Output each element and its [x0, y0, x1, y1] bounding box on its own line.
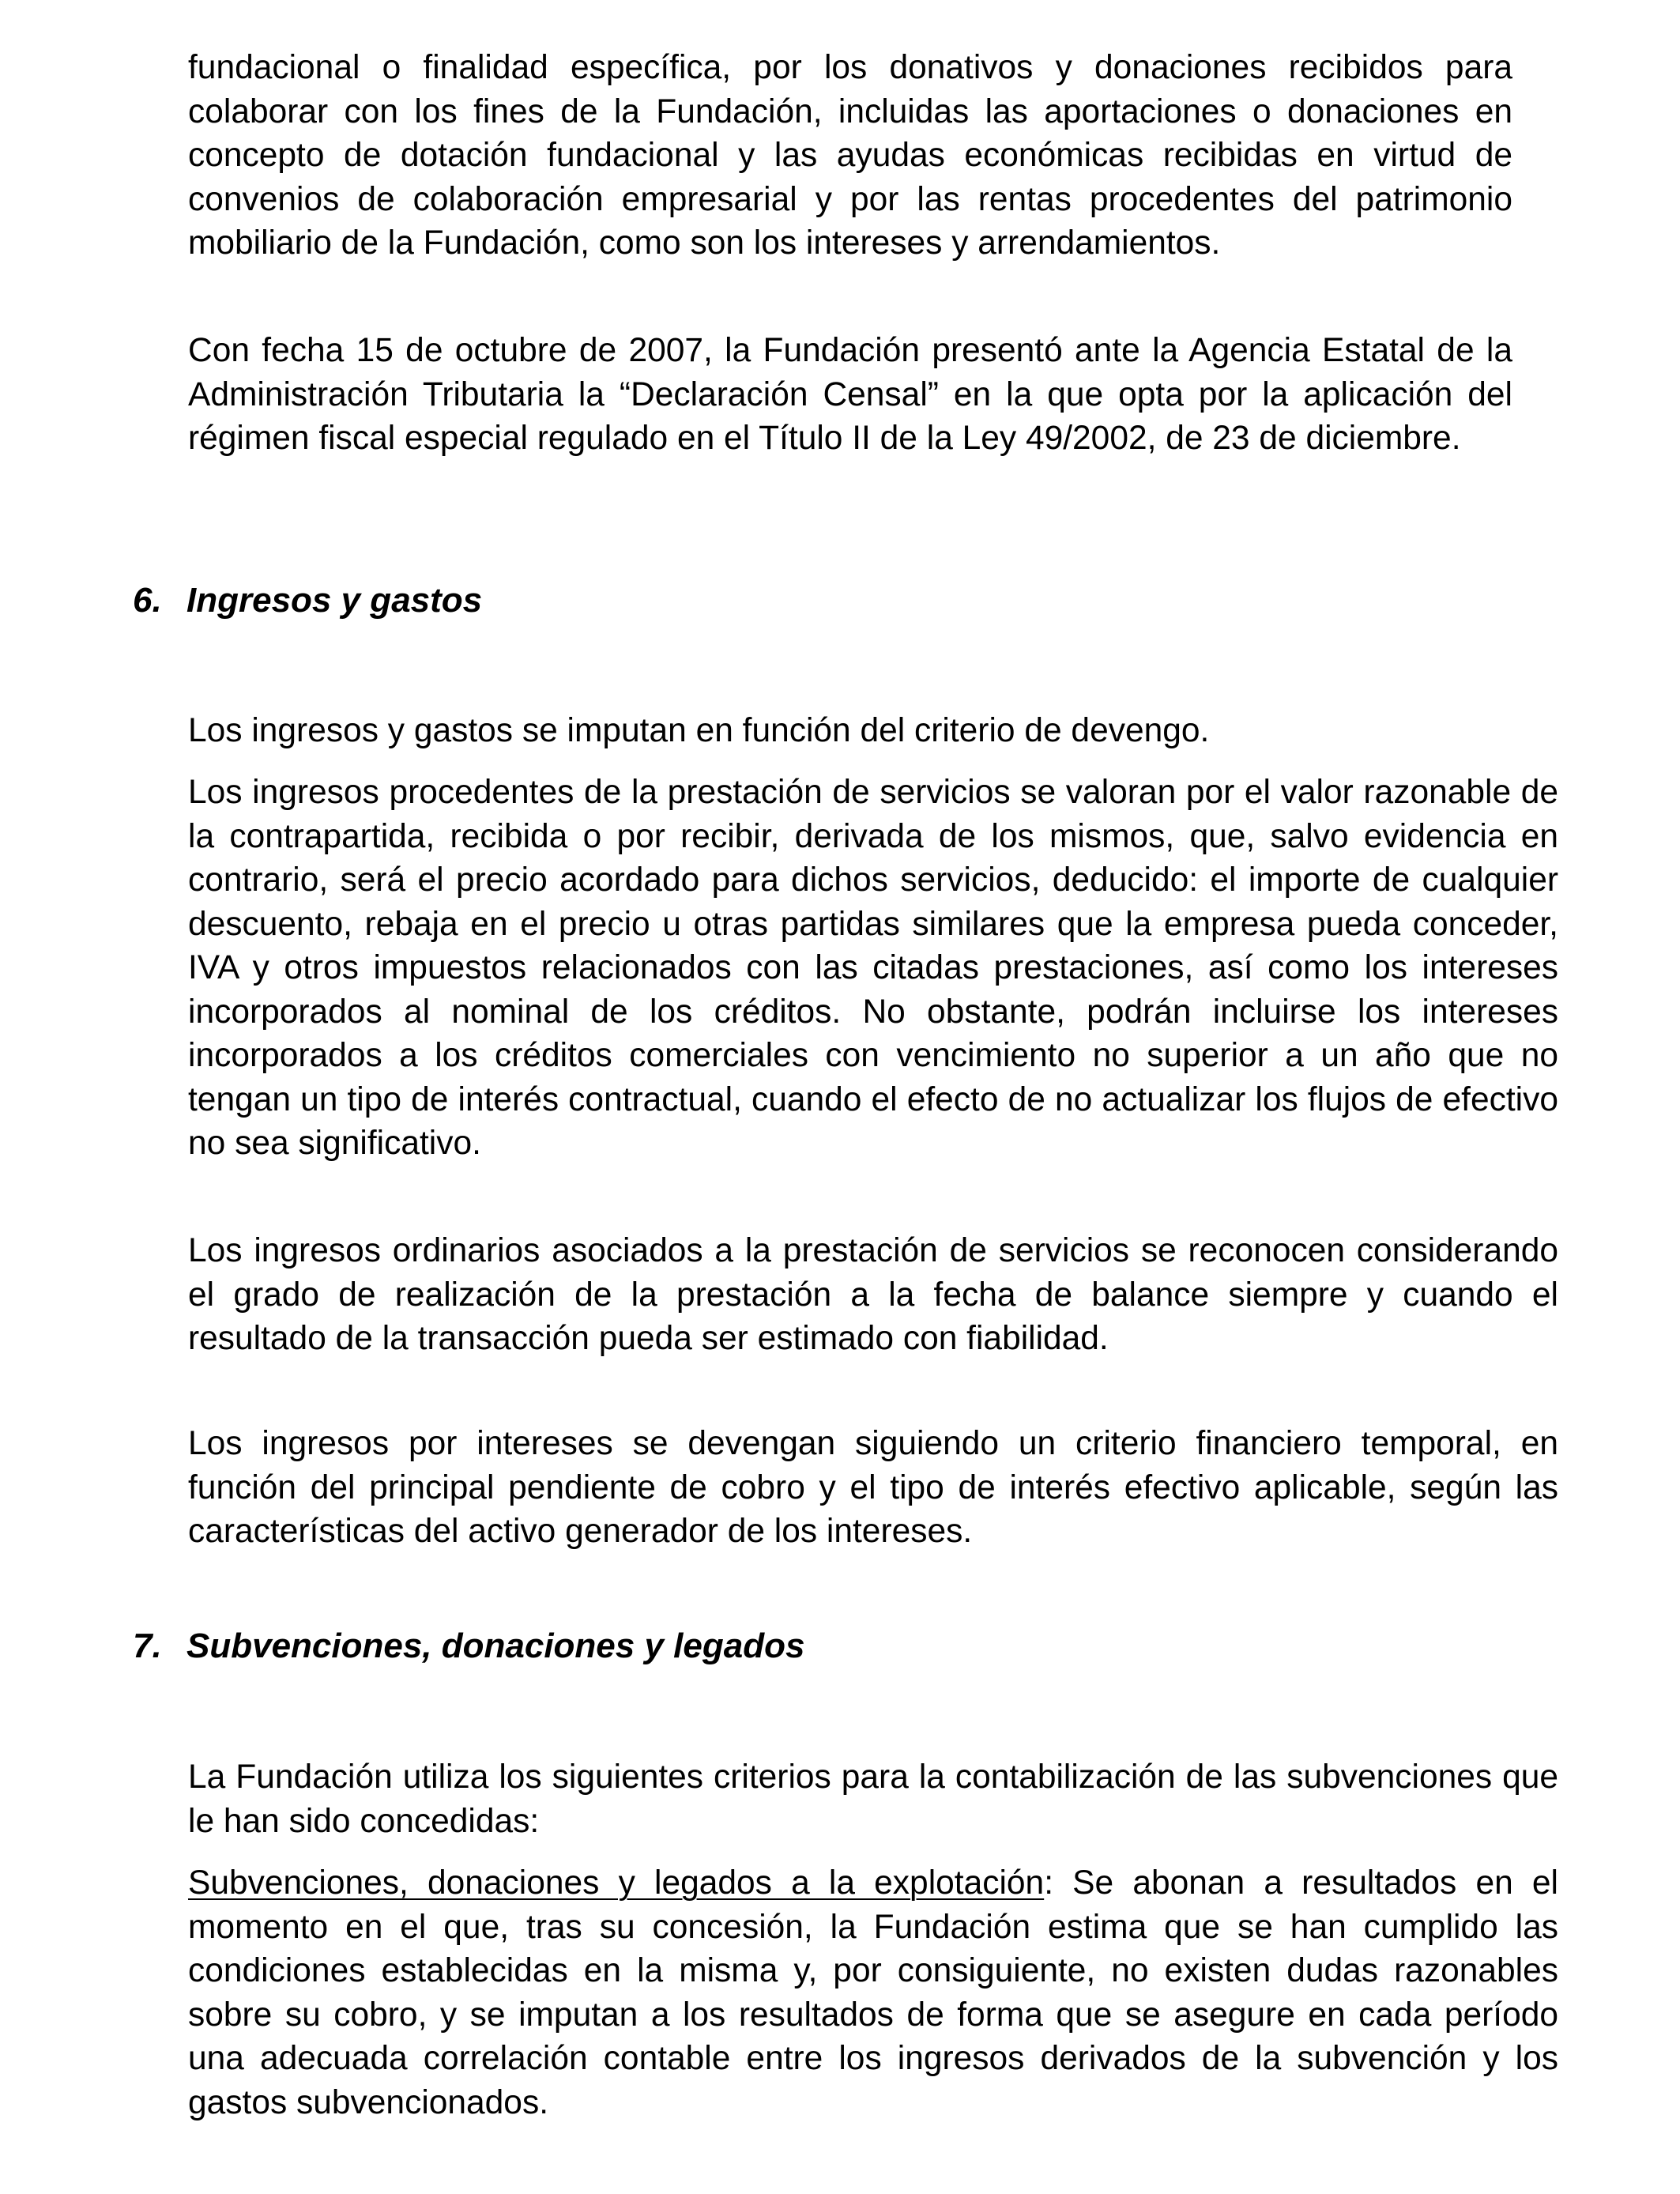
- paragraph-ordinary-revenue-recognition: Los ingresos ordinarios asociados a la prestación de servicios se reconocen considerando el grado de realización de la prestación a la fecha de balance siempre y cuando el resultado de la transacción pueda ser estimado con fiabilidad.: [188, 1232, 1558, 1357]
- paragraph-service-revenue-valuation: Los ingresos procedentes de la prestación de servicios se valoran por el valor razonable de la contrapartida, recibida o por recibir, derivada de los mismos, que, salvo evidencia en contrario, será el precio acordado para dichos servicios, deducido: el importe de cualquier descuento, rebaja en el precio u otras partidas similares que la empresa pueda conceder, IVA y otros impuestos relacionados con las citadas prestaciones, así como los intereses incorporados al nominal de los créditos. No obstante, podrán incluirse los intereses incorporados a los créditos comerciales con vencimiento no superior a un año que no tengan un tipo de interés contractual, cuando el efecto de no actualizar los flujos de efectivo no sea significativo.: [188, 774, 1558, 1162]
- section-number: 7.: [133, 1627, 162, 1665]
- section-heading-subvenciones: [133, 1624, 804, 1668]
- section-heading-ingresos-gastos: [133, 579, 482, 623]
- paragraph-text: : Se abonan a resultados en el momento en el que, tras su concesión, la Fundación estima que se han cumplido las condiciones establecidas en la misma y, por consiguiente, no existen dudas razonables sobre su cobro, y se imputan a los resultados de forma que se asegure en cada período una adecuada correlación contable entre los ingresos derivados de la subvención y los gastos subvencionados.: [188, 1864, 1558, 2121]
- paragraph-accrual-criterion: Los ingresos y gastos se imputan en función del criterio de devengo.: [188, 712, 1210, 749]
- underlined-term: Subvenciones, donaciones y legados a la explotación: [188, 1864, 1045, 1902]
- section-title: Ingresos y gastos: [186, 581, 483, 620]
- section-number: 6.: [133, 581, 162, 620]
- paragraph-interest-revenue: Los ingresos por intereses se devengan siguiendo un criterio financiero temporal, en función del principal pendiente de cobro y el tipo de interés efectivo aplicable, según las características del activo generador de los intereses.: [188, 1425, 1558, 1550]
- section-title: Subvenciones, donaciones y legados: [186, 1627, 805, 1665]
- paragraph-censal-declaration: Con fecha 15 de octubre de 2007, la Fundación presentó ante la Agencia Estatal de la Administración Tributaria la “Declaración Censal” en la que opta por la aplicación del régimen fiscal especial regulado en el Título II de la Ley 49/2002, de 23 de diciembre.: [188, 332, 1512, 457]
- paragraph-operating-subsidies: [188, 1861, 1558, 2124]
- paragraph-subsidy-criteria: La Fundación utiliza los siguientes criterios para la contabilización de las subvenciones que le han sido concedidas:: [188, 1759, 1558, 1840]
- paragraph-tax-regime-continuation: fundacional o finalidad específica, por los donativos y donaciones recibidos para colaborar con los fines de la Fundación, incluidas las aportaciones o donaciones en concepto de dotación fundacional y las ayudas económicas recibidas en virtud de convenios de colaboración empresarial y por las rentas procedentes del patrimonio mobiliario de la Fundación, como son los intereses y arrendamientos.: [188, 49, 1512, 262]
